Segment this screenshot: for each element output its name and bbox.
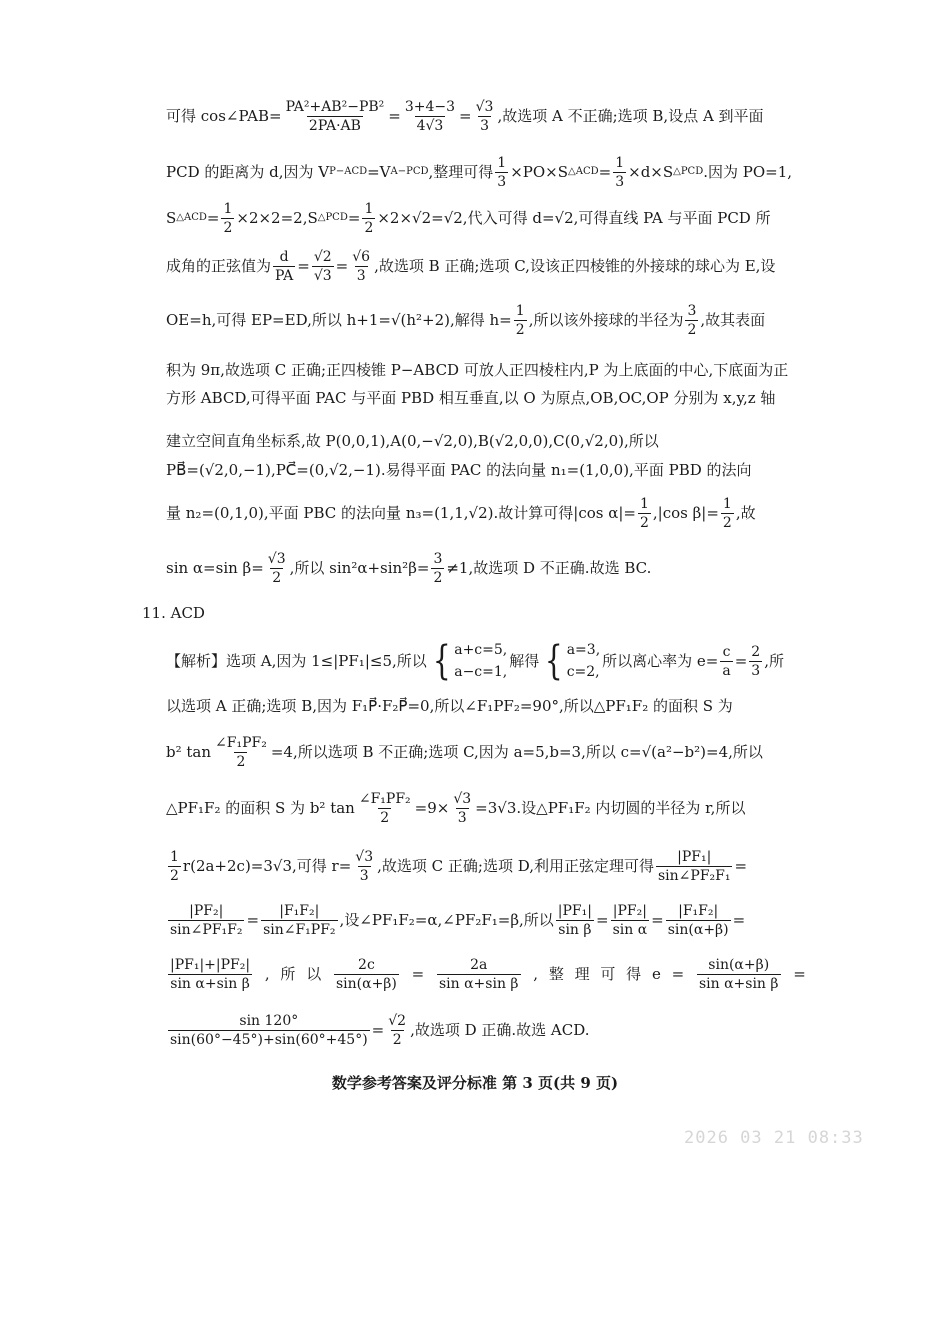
text-line xyxy=(166,790,806,826)
text-run: = xyxy=(297,256,310,275)
fraction xyxy=(656,850,732,883)
fraction xyxy=(334,958,399,991)
denominator: 2 xyxy=(722,514,732,531)
subscript: P−ACD xyxy=(329,166,368,177)
text-run: = xyxy=(459,106,472,125)
fraction xyxy=(495,156,508,189)
text-line xyxy=(166,248,806,284)
text-line xyxy=(166,692,806,720)
text-run: ,整理可得 xyxy=(428,162,494,181)
text-run: ,|cos β|= xyxy=(652,503,719,522)
fraction xyxy=(685,304,698,337)
denominator: sin(α+β) xyxy=(667,921,729,938)
text-run: ,所 xyxy=(764,651,784,670)
text-run: r(2a+2c)=3√3,可得 r= xyxy=(182,856,352,875)
fraction xyxy=(403,100,457,133)
subscript: A−PCD xyxy=(390,166,429,177)
numerator: √3 xyxy=(453,790,472,807)
text-run: =9× xyxy=(414,798,450,817)
text-line xyxy=(166,427,806,455)
text-run: = xyxy=(411,964,425,983)
text-line xyxy=(166,356,806,384)
denominator: 3 xyxy=(751,662,761,679)
denominator: sin∠PF₁F₂ xyxy=(170,921,243,938)
numerator: sin(α+β) xyxy=(708,956,770,973)
denominator: sin(60°−45°)+sin(60°+45°) xyxy=(170,1031,368,1048)
numerator: 3 xyxy=(687,302,697,319)
text-run: = xyxy=(388,106,401,125)
text-run: ,所以该外接球的半径为 xyxy=(528,310,684,329)
denominator: 2 xyxy=(515,321,525,338)
text-run: e xyxy=(651,964,661,983)
text-run: = xyxy=(246,910,260,929)
text-run: b² tan xyxy=(166,742,212,761)
text-run: ,故 xyxy=(735,503,756,522)
numerator: |PF₁| xyxy=(557,902,592,919)
fraction xyxy=(266,552,288,585)
text-run: 所 xyxy=(280,964,296,983)
text-run: PB⃗=(√2,0,−1),PC⃗=(0,√2,−1).易得平面 PAC 的法向量 n₁=(1,0,0),平面 PBD 的法向 xyxy=(166,460,752,479)
text-run: 建立空间直角坐标系,故 P(0,0,1),A(0,−√2,0),B(√2,0,0),C(0,√2,0),所以 xyxy=(166,431,659,450)
numerator: ∠F₁PF₂ xyxy=(215,734,267,751)
text-run: .因为 PO=1, xyxy=(703,162,793,181)
item-number: 11. ACD xyxy=(142,604,205,622)
equation-row: c=2, xyxy=(566,664,600,680)
numerator: |F₁F₂| xyxy=(279,902,320,919)
numerator: |PF₁|+|PF₂| xyxy=(170,956,251,973)
text-run: 所以离心率为 e= xyxy=(602,651,719,670)
denominator: 2 xyxy=(433,569,443,586)
fraction xyxy=(720,645,732,678)
numerator: sin 120° xyxy=(239,1012,299,1029)
text-run: 理 xyxy=(574,964,590,983)
text-run: , xyxy=(533,964,539,983)
denominator: sin∠PF₂F₁ xyxy=(658,867,731,884)
text-line xyxy=(166,302,806,338)
numerator: √2 xyxy=(313,248,332,265)
denominator: √3 xyxy=(313,267,332,284)
denominator: 4√3 xyxy=(416,117,444,134)
numerator: |F₁F₂| xyxy=(678,902,719,919)
fraction xyxy=(221,202,234,235)
text-run: ×2×2=2,S xyxy=(236,208,318,227)
text-run: 解得 xyxy=(509,651,540,670)
fraction xyxy=(666,904,731,937)
denominator: 3 xyxy=(359,867,369,884)
text-line xyxy=(166,734,806,770)
denominator: 2 xyxy=(236,753,246,770)
text-run: = xyxy=(206,208,220,227)
fraction xyxy=(284,100,387,133)
numerator: 1 xyxy=(223,200,233,217)
fraction xyxy=(168,904,244,937)
denominator: 3 xyxy=(356,267,366,284)
text-run: 方形 ABCD,可得平面 PAC 与平面 PBD 相互垂直,以 O 为原点,OB,OC,OP 分别为 x,y,z 轴 xyxy=(166,388,776,407)
text-run: △PF₁F₂ 的面积 S 为 b² tan xyxy=(166,798,355,817)
fraction xyxy=(474,100,496,133)
text-run: = xyxy=(371,1020,385,1039)
text-run: 以 xyxy=(306,964,322,983)
denominator: a xyxy=(722,662,731,679)
fraction xyxy=(611,904,650,937)
text-run: = xyxy=(595,910,609,929)
text-run: S xyxy=(166,208,177,227)
text-run: ×d×S xyxy=(628,162,674,181)
text-line xyxy=(166,550,806,586)
denominator: 3 xyxy=(497,173,507,190)
equation-system: { a=3, c=2, xyxy=(545,638,601,684)
fraction xyxy=(261,904,337,937)
text-run: 积为 9π,故选项 C 正确;正四棱锥 P−ABCD 可放人正四棱柱内,P 为上底面的中心,下底面为正 xyxy=(166,360,789,379)
denominator: PA xyxy=(275,267,294,284)
fraction xyxy=(353,850,375,883)
denominator: 2 xyxy=(170,867,179,884)
denominator: 2 xyxy=(380,809,390,826)
text-run: ,故选项 B 正确;选项 C,设该正四棱锥的外接球的球心为 E,设 xyxy=(374,256,776,275)
fraction xyxy=(638,497,651,530)
text-line xyxy=(166,638,806,684)
fraction xyxy=(362,202,375,235)
text-run: ,故选项 A 不正确;选项 B,设点 A 到平面 xyxy=(497,106,764,125)
numerator: 1 xyxy=(364,200,374,217)
text-run: =V xyxy=(367,162,391,181)
numerator: |PF₂| xyxy=(189,902,224,919)
fraction xyxy=(514,304,527,337)
text-run: = xyxy=(347,208,361,227)
fraction xyxy=(168,958,252,991)
denominator: sin α+sin β xyxy=(698,975,779,992)
numerator: 1 xyxy=(722,495,732,512)
text-run: =4,所以选项 B 不正确;选项 C,因为 a=5,b=3,所以 c=√(a²−b²)=4,所以 xyxy=(270,742,763,761)
text-run: = xyxy=(651,910,664,929)
text-run: 可得 cos∠PAB= xyxy=(166,106,282,125)
denominator: 2 xyxy=(687,321,697,338)
numerator: 2c xyxy=(358,956,375,973)
fraction xyxy=(721,497,734,530)
text-run: = xyxy=(335,256,349,275)
text-run: = xyxy=(734,856,748,875)
text-run: ×2×√2=√2,代入可得 d=√2,可得直线 PA 与平面 PCD 所 xyxy=(377,208,771,227)
text-run: = xyxy=(734,651,748,670)
equation-row: a+c=5, xyxy=(454,642,508,658)
numerator: 3 xyxy=(433,550,443,567)
text-run: 可 xyxy=(600,964,616,983)
numerator: 2a xyxy=(470,956,488,973)
numerator: 1 xyxy=(170,848,179,865)
text-run: = xyxy=(671,964,685,983)
denominator: sin α+sin β xyxy=(438,975,519,992)
equation-row: a−c=1, xyxy=(454,664,508,680)
numerator: √2 xyxy=(388,1012,407,1029)
fraction xyxy=(386,1014,408,1047)
equation-row: a=3, xyxy=(566,642,601,658)
fraction xyxy=(350,250,372,283)
text-run: 整 xyxy=(548,964,564,983)
numerator: |PF₂| xyxy=(612,902,647,919)
text-run: = xyxy=(793,964,806,983)
numerator: 1 xyxy=(615,154,625,171)
numerator: √3 xyxy=(355,848,374,865)
numerator: ∠F₁PF₂ xyxy=(358,790,411,807)
fraction xyxy=(168,850,181,883)
numerator: 3+4−3 xyxy=(404,98,456,115)
denominator: 2 xyxy=(223,219,233,236)
text-run: =3√3.设△PF₁F₂ 内切圆的半径为 r,所以 xyxy=(475,798,746,817)
subscript: △PCD xyxy=(673,166,704,177)
fraction xyxy=(357,792,413,825)
text-line xyxy=(166,1012,806,1048)
denominator: 3 xyxy=(615,173,625,190)
numerator: √6 xyxy=(352,248,371,265)
denominator: 2PA·AB xyxy=(308,117,361,134)
timestamp-watermark: 2026 03 21 08:33 xyxy=(684,1128,864,1148)
fraction xyxy=(213,736,269,769)
denominator: sin α xyxy=(612,921,648,938)
text-run: 成角的正弦值为 xyxy=(166,256,272,275)
text-line xyxy=(166,200,806,236)
denominator: 2 xyxy=(272,569,282,586)
text-run: = xyxy=(598,162,612,181)
text-run: OE=h,可得 EP=ED,所以 h+1=√(h²+2),解得 h= xyxy=(166,310,512,329)
numerator: |PF₁| xyxy=(677,848,712,865)
fraction xyxy=(168,1014,370,1047)
denominator: 2 xyxy=(364,219,374,236)
fraction xyxy=(273,250,295,283)
subscript: △ACD xyxy=(176,212,207,223)
equation-system: { a+c=5, a−c=1, xyxy=(432,638,508,684)
text-run: ,故其表面 xyxy=(700,310,766,329)
page-footer: 数学参考答案及评分标准 第 3 页(共 9 页) xyxy=(331,1074,619,1092)
text-line xyxy=(166,384,806,412)
text-run: 得 xyxy=(626,964,642,983)
text-run: ×PO×S xyxy=(510,162,569,181)
fraction xyxy=(312,250,334,283)
text-line xyxy=(166,956,806,992)
text-run: ,设∠PF₁F₂=α,∠PF₂F₁=β,所以 xyxy=(339,910,554,929)
text-line xyxy=(166,98,806,134)
denominator: 3 xyxy=(480,117,489,134)
text-run: ,所以 sin²α+sin²β= xyxy=(289,558,430,577)
fraction xyxy=(437,958,521,991)
text-line xyxy=(166,154,806,190)
text-run: sin α=sin β= xyxy=(166,558,264,577)
numerator: d xyxy=(279,248,289,265)
denominator: sin∠F₁PF₂ xyxy=(263,921,336,938)
denominator: sin β xyxy=(558,921,592,938)
fraction xyxy=(431,552,444,585)
denominator: 2 xyxy=(639,514,649,531)
denominator: 3 xyxy=(457,809,467,826)
text-line xyxy=(166,902,806,938)
text-run: , xyxy=(264,964,270,983)
text-run: ≠1,故选项 D 不正确.故选 BC. xyxy=(446,558,652,577)
text-run: ,故选项 D 正确.故选 ACD. xyxy=(410,1020,590,1039)
denominator: sin(α+β) xyxy=(335,975,397,992)
subscript: △PCD xyxy=(317,212,348,223)
fraction xyxy=(613,156,626,189)
text-line xyxy=(166,848,806,884)
fraction xyxy=(749,645,762,678)
numerator: PA²+AB²−PB² xyxy=(285,98,385,115)
text-run: 以选项 A 正确;选项 B,因为 F₁P⃗·F₂P⃗=0,所以∠F₁PF₂=90°,所以△PF₁F₂ 的面积 S 为 xyxy=(166,696,733,715)
text-run: PCD 的距离为 d,因为 V xyxy=(166,162,330,181)
text-run: 量 n₂=(0,1,0),平面 PBC 的法向量 n₃=(1,1,√2).故计算可得|cos α|= xyxy=(166,503,636,522)
fraction xyxy=(697,958,781,991)
numerator: 1 xyxy=(639,495,649,512)
numerator: 1 xyxy=(515,302,525,319)
text-run: = xyxy=(732,910,746,929)
fraction xyxy=(451,792,473,825)
fraction xyxy=(556,904,594,937)
text-line xyxy=(166,456,806,484)
text-run: 【解析】选项 A,因为 1≤|PF₁|≤5,所以 xyxy=(166,651,427,670)
subscript: △ACD xyxy=(568,166,599,177)
numerator: 2 xyxy=(751,643,761,660)
numerator: c xyxy=(722,643,731,660)
numerator: 1 xyxy=(497,154,507,171)
denominator: sin α+sin β xyxy=(170,975,250,992)
denominator: 2 xyxy=(392,1031,402,1048)
text-run: ,故选项 C 正确;选项 D,利用正弦定理可得 xyxy=(377,856,654,875)
numerator: √3 xyxy=(267,550,286,567)
text-line xyxy=(166,495,806,531)
numerator: √3 xyxy=(475,98,494,115)
